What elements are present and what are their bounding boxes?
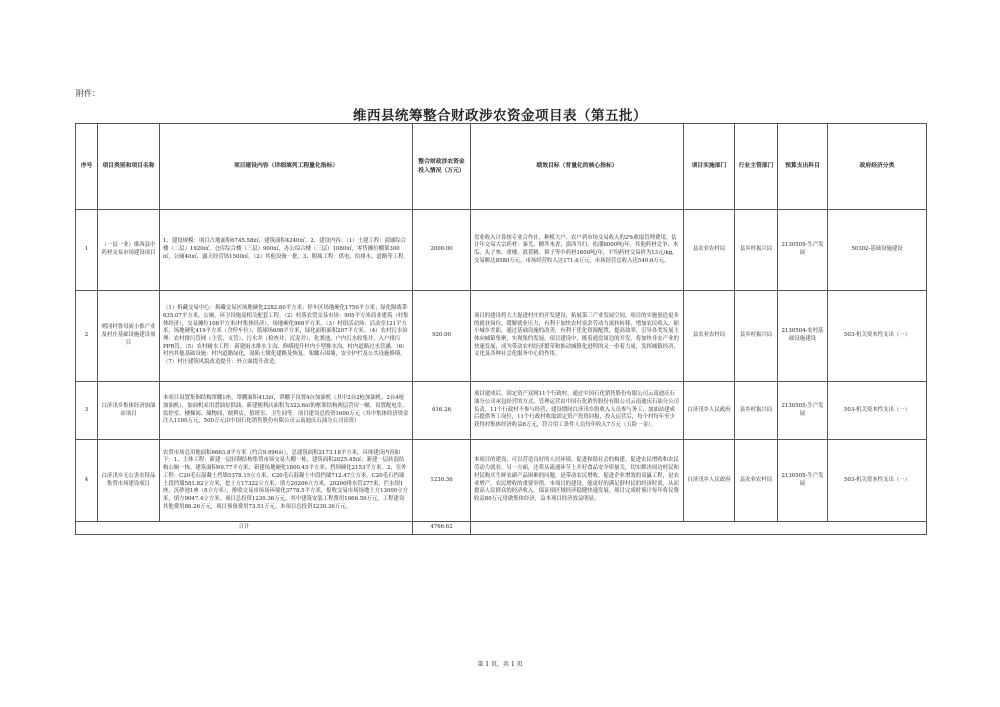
total-value: 4766.62 (413, 522, 471, 535)
cell-goal: 盘业收入计算按专业合作社、种植大户、农户到市场交易收入的2%收取管理费用。估计年交易大宗药材：秦艽、糖芥木香、滇西当归、松潘6000吨/年，其他药材竞争、木瓜、头子参、重楼、滇黄精、獐子等中药材1600吨/年，平均药材交易价为13元/kg，交易额达8580万元，市场经营收入达171.6万元，市场经营总收入达540.6万元。 (471, 210, 684, 291)
cell-content: 1、建设规模：项目占地面积6745.58㎡，建筑面积4240㎡。2、建设内容：（1）土建工程：商铺综合楼（二层）1920㎡，仓库综合楼（三层）900㎡，办公综合楼（三层）1080㎡，零售摊位棚架300㎡，公厕40㎡，露天经营场1500㎡。（2）其他设备一批。3、附属工程：供电、给排水、道路等工程。 (160, 210, 413, 291)
cell-budget: 2130505-生产发展 (778, 440, 828, 522)
col-header-name: 项目类别和项目名称 (98, 124, 160, 210)
cell-econ: 50302-基础设施建设 (828, 210, 927, 291)
cell-funds: 1230.36 (413, 440, 471, 522)
col-header-budget: 预算支出科目 (778, 124, 828, 210)
attachment-label: 附件： (76, 89, 100, 98)
cell-budget: 2130504-农村基础设施建设 (778, 291, 828, 382)
col-header-no: 序号 (76, 124, 98, 210)
cell-no: 4 (76, 440, 98, 522)
table-row (76, 440, 927, 522)
cell-content: 农贸市场总用地面积6663.8平方米（约合9.996亩），总建筑面积2173.18平方米，具体建设内容如下：1、主体工程：新建一层轻钢结构集贸市场交易大棚一栋，建筑面积2025.45㎡；新建一层砖混结构公厕一栋，建筑面积69.77平方米；新建场地硬化1800.45平方米；挡坝硬化2153平方米。2、室外工程：C20毛石混凝土挡墙5378.15立方米，C20毛石混凝土中段挡墙712.47立方米，C20毛石挡墙土段挡墙581.82立方米，挖土方17322立方米，填方20206立方米，20200排水管277米，拦水坝1座，沉砂池1座（8立方米），排收交易市场场环境化3778.5平方米，报收交易市场场地土方13000立方米，填方9047.4立方米。项目总投资1230.36万元，其中建筑安装工程费用1066.59万元，工程建设其他费用86.26万元，项目预备费用73.51万元。本项目总投资1230.36万元。 (160, 440, 413, 522)
cell-name: 哨冈村鲁母流小推产业及村庄基础设施建设项目 (98, 291, 160, 382)
total-row (76, 522, 927, 535)
cell-dept: 县农业农村局 (684, 291, 735, 382)
cell-no: 2 (76, 291, 98, 382)
cell-funds: 616.26 (413, 382, 471, 440)
cell-goal: 本项目的建设，可以营造良好的人居环境，促进和谐社会的构建。促进农民增收和农民劳动力就业，另一方面，还将从流通环节上开好食品安全质量关，切实解决周边村民和村民购买生鲜农副产品困难的问题，是带动农民增收，促进企业增效的双赢工程，是农业增产，农民增收的重要举措。本项目的建设，能更好的满足群村民的经济时需，从而提高人民群众的经济收入。保证项区域经济稳健快速发展。项目完成时预计每年将仪费收益80万元用做集体经济，益本项目经济效益明显。 (471, 440, 684, 522)
cell-authority: 县乡村振兴局 (735, 382, 778, 440)
cell-no: 1 (76, 210, 98, 291)
cell-budget: 2130505-生产发展 (778, 210, 828, 291)
cell-budget: 2130505-生产发展 (778, 382, 828, 440)
table-row (76, 382, 927, 440)
table-row (76, 291, 927, 382)
header-row (76, 124, 927, 210)
cell-content: （1）拆藏交易中心：拆藏交易区场地硬化2282.80平方米；停车区场地硬化1750平方米；绿化隔离带635.07平方米，公厕，环卫设施及相关配套工程。（2）村落农贸交易市场：905平方米商业建筑（村集体经济），交易摊位108平方米(村集体经济），场地硬化968平方米。（3）村组活动场：活动室121平方米，场地硬化419平方米（含停车位）；篮球场608平方米，绿化面积面积207平方米。（4）农村污水治理：农村排污管网（主管、支管）、污水井（检查井、沉泥井）、化粪池，户内污水收集井，入户排污PPR管。（5）农村耐水工程：新建雨水排水主沟、修缮提升村内小型排水沟、村内道路过水管涵。（6）村内其他基础设施：村内道路绿化，湿陷土墩化建路及恢复，架瞰石围墙，安全护栏及公共设施修缮。（7）村庄建筑风貌改造提升：外立面提升改造。 (160, 291, 413, 382)
cell-funds: 920.00 (413, 291, 471, 382)
project-table (75, 123, 927, 535)
col-header-content: 项目建设内容（详细填列工程量化指标） (160, 124, 413, 210)
cell-no: 3 (76, 382, 98, 440)
cell-authority: 县乡村振兴局 (735, 210, 778, 291)
page-title: 维西县统筹整合财政涉农资金项目表（第五批） (353, 108, 647, 124)
cell-goal: 项目建成后，固定资产双网11个行政村，通过中国石化销售股份有限公司云南迪庆石油分公司承包经营的方式，管理运营由中国石化销售股份有限公司云南迪庆石油分公司负责，11个行政村不参与经营，建设期间白济汛乡股收入人员参与务工，加油站建成后提供务工岗位，11个行政村收取固定资产投资回报，投入运营后，每个村每年至少获得村集体经济收益8万元，符合用工条件人员每年收入7万元（五险一金）。 (471, 382, 684, 440)
cell-dept: 白济汛乡人民政府 (684, 440, 735, 522)
cell-funds: 2000.00 (413, 210, 471, 291)
cell-authority: 县乡村振兴局 (735, 291, 778, 382)
cell-econ: 503-机关资本性支出（一） (828, 291, 927, 382)
col-header-econ: 政府经济分类 (828, 124, 927, 210)
cell-dept: 县农业农村局 (684, 210, 735, 291)
total-empty (471, 522, 927, 535)
col-header-dept: 项目实施部门 (684, 124, 735, 210)
total-label: 合计 (76, 522, 413, 535)
col-header-authority: 行业主管部门 (735, 124, 778, 210)
cell-dept: 白济汛乡人民政府 (684, 382, 735, 440)
cell-econ: 503-机关资本性支出（一） (828, 382, 927, 440)
cell-name: 白济汛乡集体经济加油站项目 (98, 382, 160, 440)
cell-name: （一县一业）维西县中药材交易市场建设项目 (98, 210, 160, 291)
col-header-goal: 绩效目标（背量化的核心指标） (471, 124, 684, 210)
page-footer: 第 1 页，共 1 页 (477, 661, 523, 668)
cell-name: 白济汛乡无公害农特品集贸市场建设项目 (98, 440, 160, 522)
cell-goal: 项目的建设将大大促进村庄的开发建设，拓展第三产业发展空间，项目的实施创造更多的就业岗位，缓解就业压力，有利于加快农村富余劳动力流转转移，增加农民收入，缩小城乡差距，通过基础设施的改善，有利于优化资源配置，提高效率，引导各类发展主体向城镇集聚，实现集约发展。项目建设中，既着通盘周边的开发，将加快非农产业的快速发展，成为带动农村经济繁荣和推动城镇化进程的又一牵着力量，发挥城镇经济、文化及各种社会化服务中心的作用。 (471, 291, 684, 382)
cell-authority: 县农业农村局 (735, 440, 778, 522)
table-row (76, 210, 927, 291)
cell-content: 本项目设置集铜结构罩棚1座，罩棚面积413㎡，罩棚下设置4台加油机（其中2台2枪加油机，2台4枪加油机），加油机采用潜油泵供油，新建便利店面积为323.6㎡的框架结构两层营房一幢，设置配电室、监控室、楼梯间、储物间、便利店、值班室、卫生间等。项目建设总投资1600万元（其中集体经济资金注入1100万元，500万元由中国石化销售股份有限公司云南迪庆石油分公司出资） (160, 382, 413, 440)
col-header-funds: 整合财政涉农资金投入情况（万元） (413, 124, 471, 210)
cell-econ: 503-机关资本性支出（一） (828, 440, 927, 522)
